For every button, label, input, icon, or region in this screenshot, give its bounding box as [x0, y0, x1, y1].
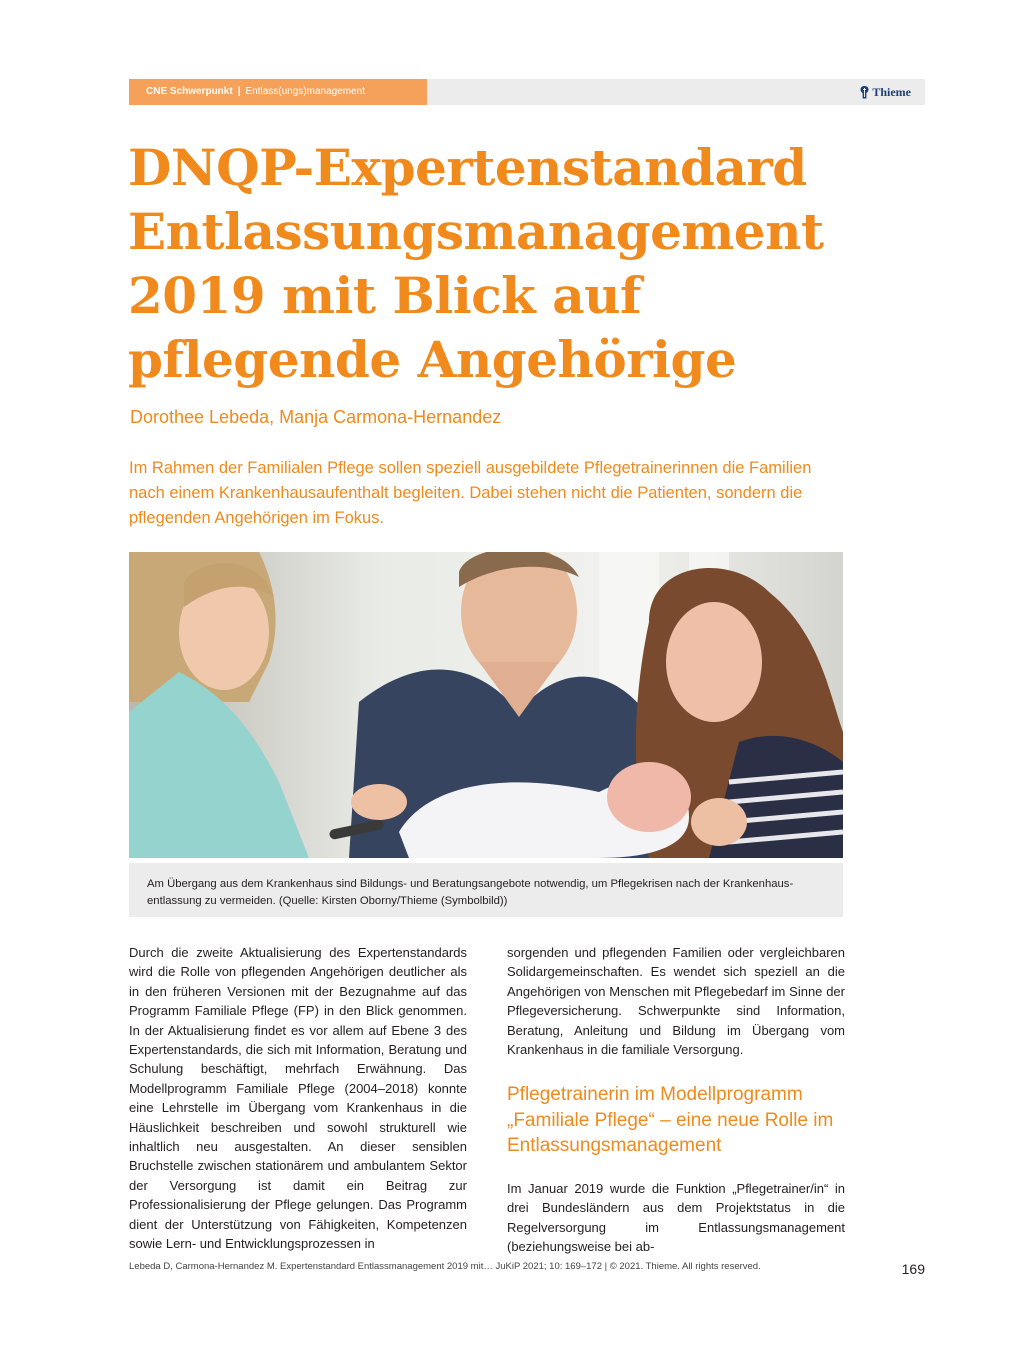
- photo-illustration: [129, 552, 843, 858]
- body-paragraph: sorgenden und pflegenden Familien oder vergleichbaren Solidargemeinschaften. Es wendet sich speziell an die Angehörigen von Menschen mit Pflegebedarf im Sinne der Pflegeversicherung. Schwerpunkte sind Information, Beratung, Anleitung und Bildung im Übergang vom Krankenhaus in die familiale Versorgung.: [507, 945, 845, 1058]
- article-authors: Dorothee Lebeda, Manja Carmona-Hernandez: [130, 407, 502, 427]
- section-tab: [129, 79, 427, 105]
- publisher-name: Thieme: [872, 85, 911, 99]
- page-number: 169: [901, 1261, 925, 1277]
- article-lead: Im Rahmen der Familialen Pflege sollen speziell ausgebildete Pflegetrainerinnen die Familien nach einem Krankenhausaufenthalt begleiten. Dabei stehen nicht die Patienten, sondern die pflegenden Angehörigen im Fokus.: [129, 459, 812, 527]
- running-header: [129, 79, 925, 105]
- footer-citation: Lebeda D, Carmona-Hernandez M. Expertenstandard Entlassmanagement 2019 mit… JuKiP 2021; 10: 169–172 | © 2021. Thieme. All rights reserved.: [129, 1261, 761, 1272]
- section-label: CNE Schwerpunkt: [146, 86, 233, 97]
- section-subheading: Pflegetrainerin im Modellprogramm „Familiale Pflege“ – eine neue Rolle im Entlassungsmanagement: [507, 1084, 834, 1157]
- topic-label: Entlass(ungs)management: [245, 86, 366, 97]
- body-column-left: [129, 943, 467, 1254]
- thieme-logo-icon: [860, 86, 869, 99]
- publisher-logo: [860, 79, 911, 105]
- article-title: DNQP-Expertenstandard Entlassungsmanagement 2019 mit Blick auf pflegende Angehörige: [128, 138, 824, 389]
- body-paragraph: Im Januar 2019 wurde die Funktion „Pflegetrainer/in“ in drei Bundesländern aus dem Projektstatus in die Regelversorgung im Entlassungsmanagement (beziehungsweise bei ab-: [507, 1180, 845, 1255]
- header-separator: |: [237, 86, 241, 97]
- figure-caption: Am Übergang aus dem Krankenhaus sind Bildungs- und Beratungsangebote notwendig, um Pflegekrisen nach der Krankenhaus-entlassung zu vermeiden. (Quelle: Kirsten Oborny/Thieme (Symbolbild)): [129, 863, 843, 917]
- article-photo: [129, 552, 843, 858]
- body-column-right: [507, 943, 845, 1257]
- body-paragraph: Durch die zweite Aktualisierung des Expertenstandards wird die Rolle von pflegenden Angehörigen deutlicher als in den früheren Versionen mit der Bezugnahme auf das Programm Familiale Pflege (FP) in den Blick genommen. In der Aktualisierung findet es vor allem auf Ebene 3 des Expertenstandards, die sich mit Information, Beratung und Schulung beschäftigt, mehrfach Erwähnung. Das Modellprogramm Familiale Pflege (2004–2018) konnte eine Lehrstelle im Übergang vom Krankenhaus in die Häuslichkeit beschreiben und sowohl strukturell wie inhaltlich neu ausgestalten. An dieser sensiblen Bruchstelle zwischen stationärem und ambulantem Sektor der Versorgung ist damit ein Beitrag zur Professionalisierung der Pflege gelungen. Das Programm dient der Unterstützung von Fähigkeiten, Kompetenzen sowie Lern- und Entwicklungsprozessen in: [129, 945, 467, 1252]
